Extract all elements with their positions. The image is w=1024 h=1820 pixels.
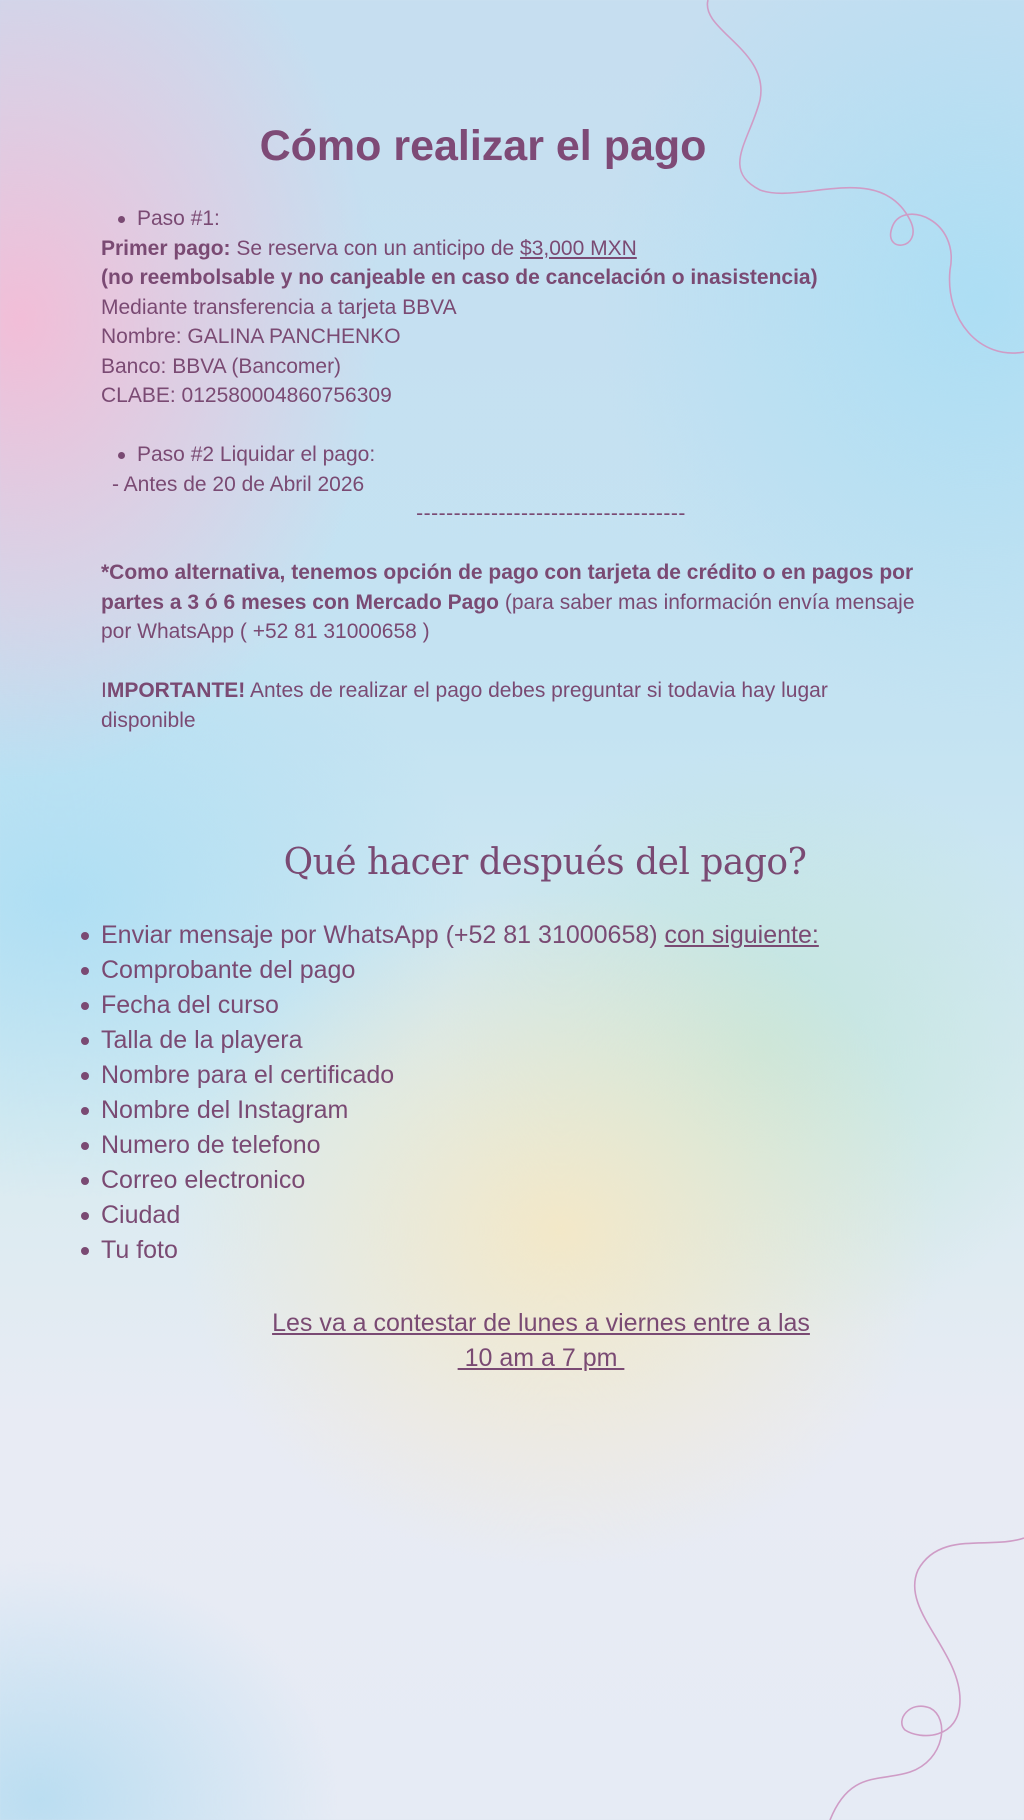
bank-name: Banco: BBVA (Bancomer) xyxy=(101,354,342,378)
whatsapp-following-link: con siguiente: xyxy=(664,921,819,949)
list-item: Nombre para el certificado xyxy=(101,1058,961,1093)
list-item: Correo electronico xyxy=(101,1163,961,1198)
whatsapp-instruction: Enviar mensaje por WhatsApp (+52 81 31000658) xyxy=(101,921,665,949)
list-item: Fecha del curso xyxy=(101,988,961,1023)
alternative-payment-note xyxy=(101,558,921,647)
after-payment-heading: Qué hacer después del pago? xyxy=(283,842,807,883)
important-text: Antes de realizar el pago debes preguntar si todavia hay lugar disponible xyxy=(101,679,828,732)
list-item: Talla de la playera xyxy=(101,1023,961,1058)
response-hours-line2: 10 am a 7 pm xyxy=(457,1344,625,1372)
transfer-method: Mediante transferencia a tarjeta BBVA xyxy=(101,295,457,319)
first-payment-line xyxy=(101,234,921,264)
first-payment-text: Se reserva con un anticipo de xyxy=(230,236,521,260)
important-prefix: I xyxy=(101,679,107,702)
page-title: Cómo realizar el pago xyxy=(259,122,707,170)
list-item xyxy=(101,918,961,953)
step2-bullet: Paso #2 Liquidar el pago: xyxy=(101,440,921,470)
list-item: Ciudad xyxy=(101,1198,961,1233)
divider-dashes: ------------------------------------ xyxy=(416,502,686,525)
non-refundable-note: (no reembolsable y no canjeable en caso de cancelación o inasistencia) xyxy=(101,266,818,289)
deposit-amount: $3,000 MXN xyxy=(520,236,637,260)
alternative-normal-text: (para saber mas información envía mensaje por WhatsApp ( +52 81 31000658 ) xyxy=(101,590,915,643)
step2-section xyxy=(101,440,921,529)
step1-bullet: Paso #1: xyxy=(101,204,921,234)
list-item: Tu foto xyxy=(101,1233,961,1268)
important-label: MPORTANTE! xyxy=(106,679,246,702)
response-hours-line1: Les va a contestar de lunes a viernes entre a las xyxy=(272,1309,810,1337)
list-item: Nombre del Instagram xyxy=(101,1093,961,1128)
important-note xyxy=(101,676,921,735)
first-payment-label: Primer pago: xyxy=(101,236,231,260)
after-payment-list xyxy=(101,918,961,1268)
alternative-bold-text: *Como alternativa, tenemos opción de pago con tarjeta de crédito o en pagos por partes a 3 ó 6 meses con Mercado Pago xyxy=(101,561,914,614)
bottom-right-swirl-decoration xyxy=(0,1500,1024,1820)
clabe-number: CLABE: 012580004860756309 xyxy=(101,384,392,407)
response-hours xyxy=(0,1306,1024,1376)
account-name: Nombre: GALINA PANCHENKO xyxy=(101,325,401,348)
payment-deadline: - Antes de 20 de Abril 2026 xyxy=(112,472,365,496)
list-item: Numero de telefono xyxy=(101,1128,961,1163)
list-item: Comprobante del pago xyxy=(101,953,961,988)
step1-section xyxy=(101,204,921,411)
